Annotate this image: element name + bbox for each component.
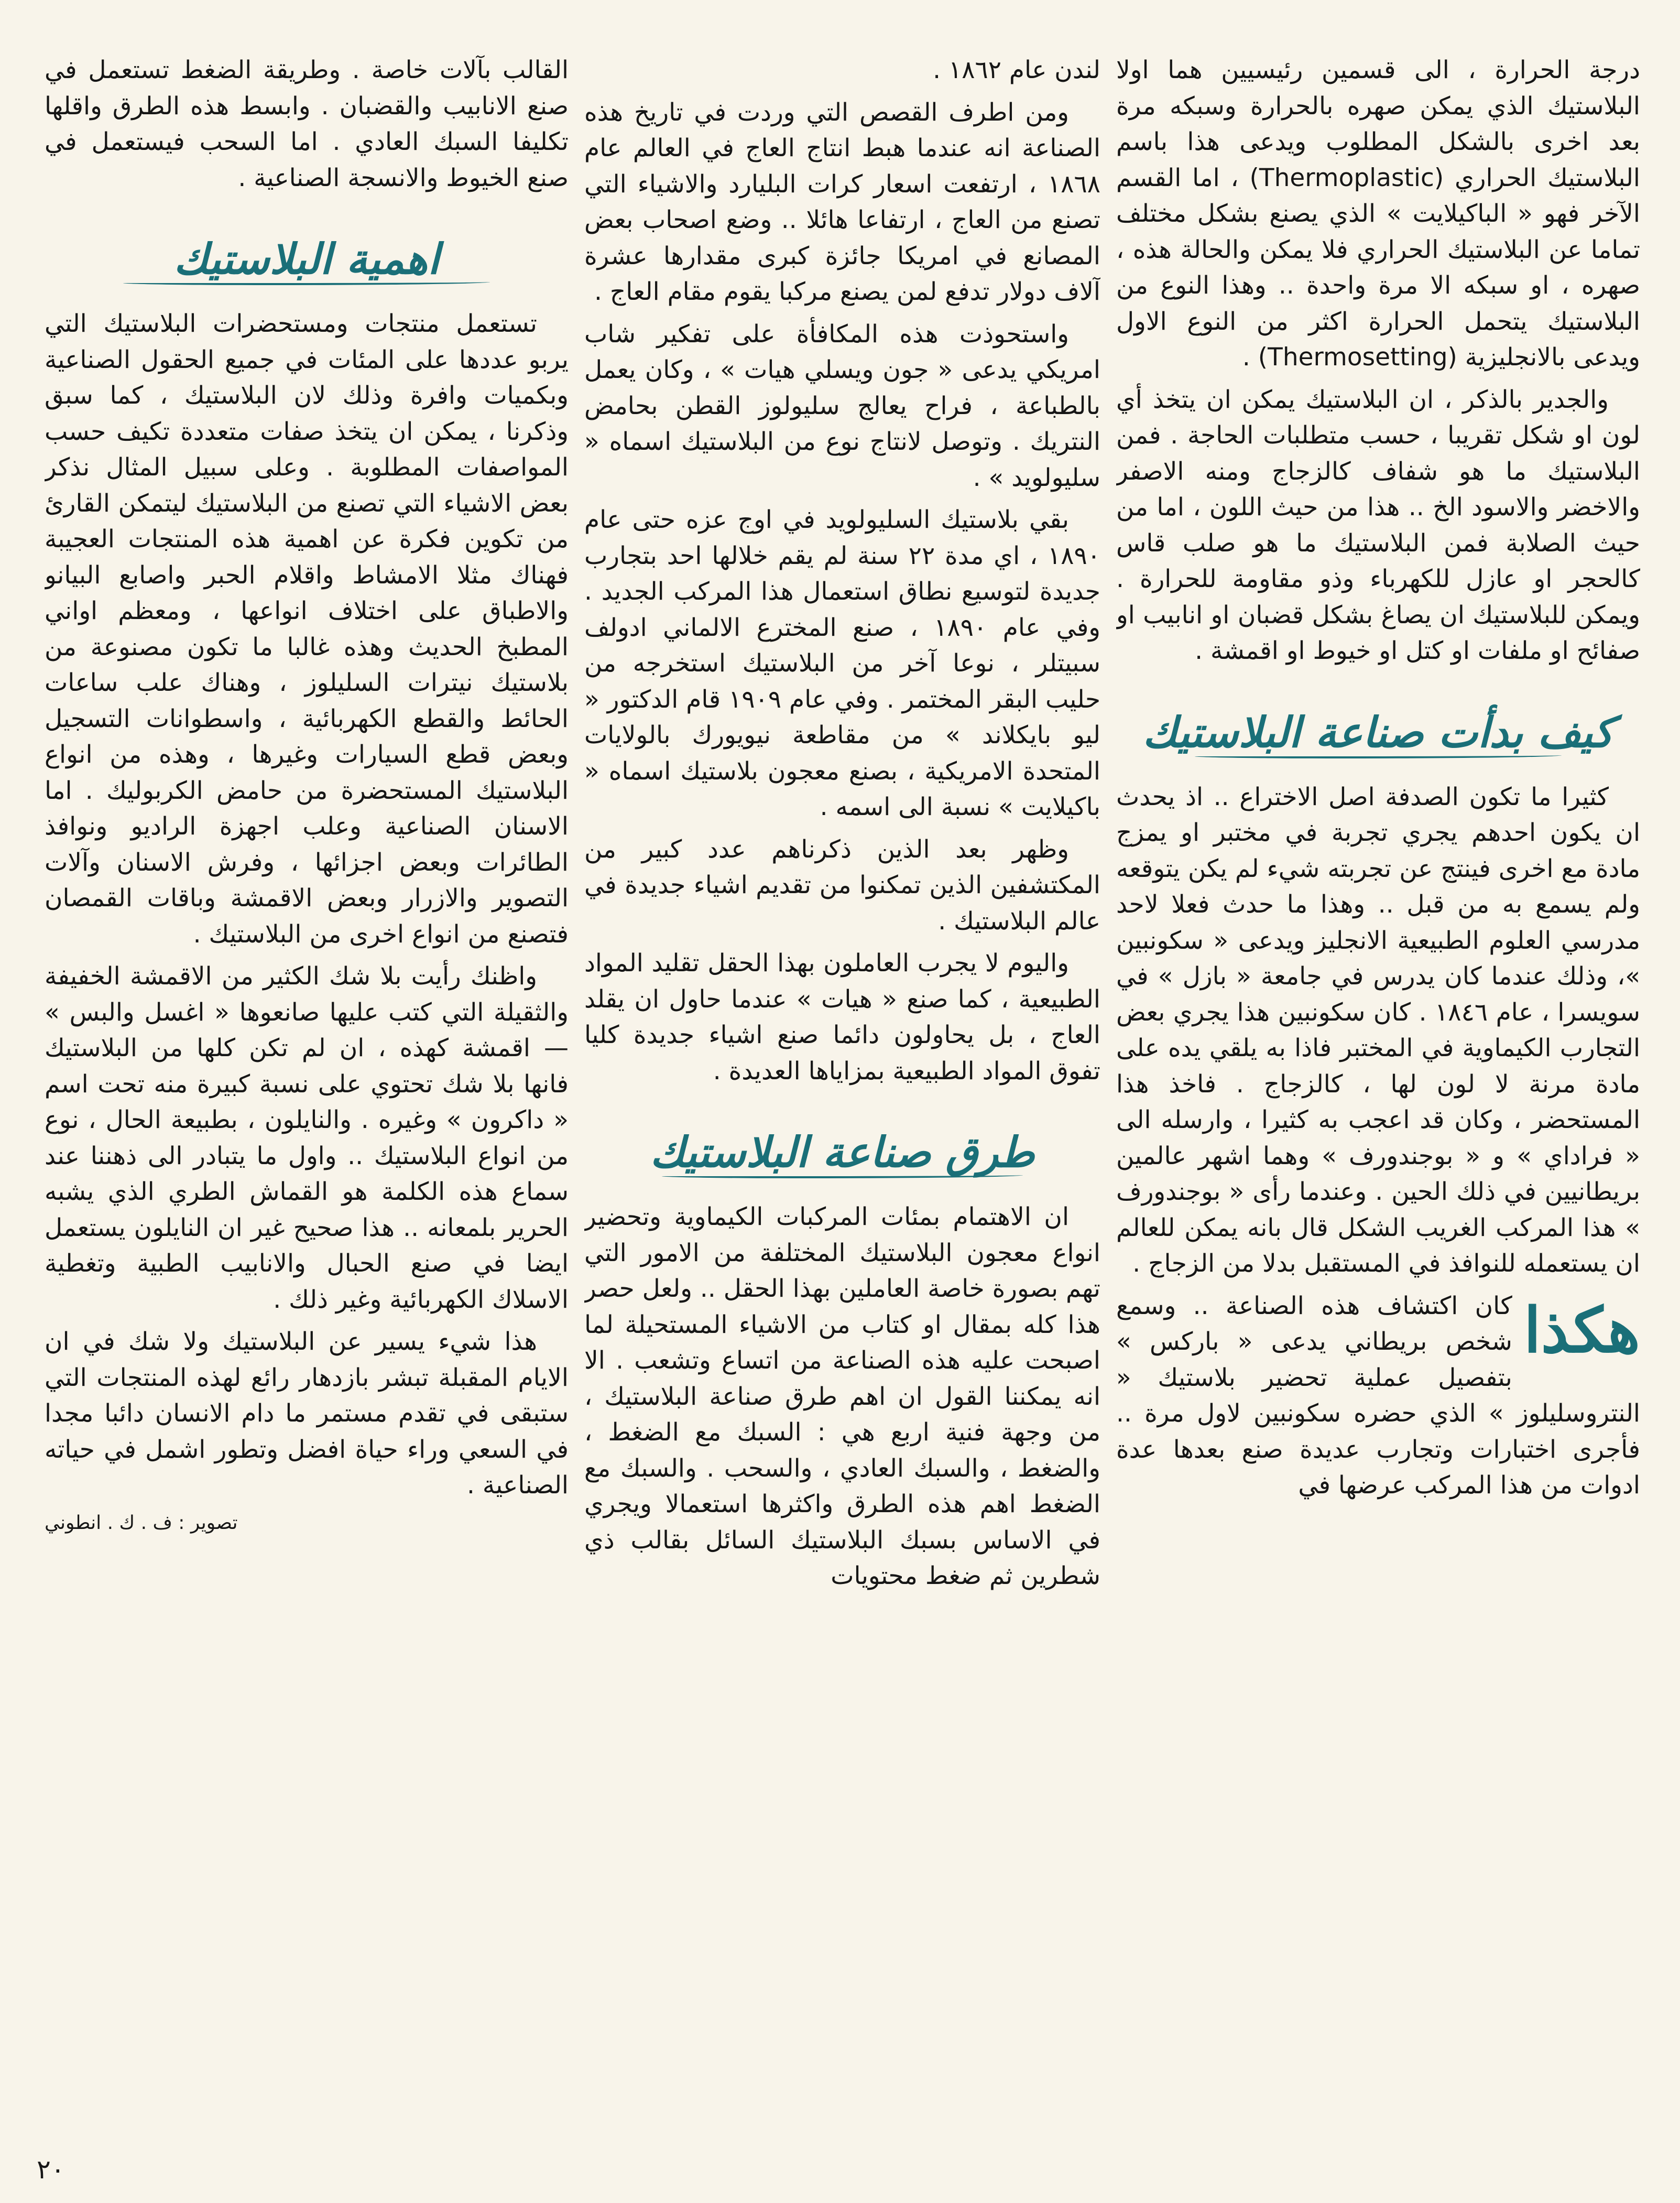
dropcap: هكذا	[1523, 1293, 1640, 1366]
paragraph: هذا شيء يسير عن البلاستيك ولا شك في ان الايام المقبلة تبشر بازدهار رائع لهذه المنتجات التي ستبقى في تقدم مستمر ما دام الانسان دائبا مجدا في السعي وراء حياة افضل وتطور اشمل في حياته الصناعية .	[45, 1327, 569, 1500]
paragraph-with-dropcap	[1116, 1288, 1640, 1504]
heading-text: كيف بدأت صناعة البلاستيك	[1142, 707, 1614, 757]
photo-credit: تصوير : ف . ك . انطوني	[45, 1512, 238, 1534]
paragraph: القالب بآلات خاصة . وطريقة الضغط تستعمل في صنع الانابيب والقضبان . وابسط هذه الطرق واقلها تكليفا السبك العادي . اما السحب فيستعمل في صنع الخيوط والانسجة الصناعية .	[45, 56, 569, 192]
paragraph: والجدير بالذكر ، ان البلاستيك يمكن ان يتخذ أي لون او شكل تقريبا ، حسب متطلبات الحاجة . فمن البلاستيك ما هو شفاف كالزجاج ومنه الاصفر والاخضر والاسود الخ .. هذا من حيث اللون ، اما من حيث الصلابة فمن البلاستيك ما هو صلب قاس كالحجر او عازل للكهرباء وذو مقاومة للحرارة . ويمكن للبلاستيك ان يصاغ بشكل قضبان او انابيب او صفائح او ملفات او كتل او خيوط او اقمشة .	[1116, 385, 1640, 665]
paragraph: تستعمل منتجات ومستحضرات البلاستيك التي يربو عددها على المئات في جميع الحقول الصناعية وبكميات وافرة وذلك لان البلاستيك ، كما سبق وذكرنا ، يمكن ان يتخذ صفات متعددة تكيف حسب المواصفات المطلوبة . وعلى سبيل المثال نذكر بعض الاشياء التي تصنع من البلاستيك ليتمكن القارئ من تكوين فكرة عن اهمية هذه المنتجات العجيبة فهناك مثلا الامشاط واقلام الحبر واصابع البيانو والاطباق على اختلاف انواعها ، ومعظم اواني المطبخ الحديث وهذه غالبا ما تكون مصنوعة من بلاستيك نيترات السليلوز ، وهناك علب ساعات الحائط والقطع الكهربائية ، واسطوانات التسجيل وبعض قطع السيارات وغيرها ، وهذه من انواع البلاستيك المستحضرة من حامض الكربوليك . اما الاسنان الصناعية وعلب اجهزة الراديو ونوافذ الطائرات وبعض اجزائها ، وفرش الاسنان وآلات التصوير والازرار وبعض الاقمشة وباقات القمصان فتصنع من انواع اخرى من البلاستيك .	[45, 309, 569, 949]
paragraph: واظنك رأيت بلا شك الكثير من الاقمشة الخفيفة والثقيلة التي كتب عليها صانعوها « اغسل والبس » — اقمشة كهذه ، ان لم تكن كلها من البلاستيك فانها بلا شك تحتوي على نسبة كبيرة منه تحت اسم « داكرون » وغيره . والنايلون ، بطبيعة الحال ، نوع من انواع البلاستيك .. واول ما يتبادر الى ذهننا عند سماع هذه الكلمة هو القماش الطري الذي يشبه الحرير بلمعانه .. هذا صحيح غير ان النايلون يستعمل ايضا في صنع الحبال والانابيب الطبية وتغطية الاسلاك الكهربائية وغير ذلك .	[45, 962, 569, 1314]
section-heading	[584, 1126, 1100, 1178]
paragraph: لندن عام ١٨٦٢ .	[933, 56, 1100, 84]
paragraph: بقي بلاستيك السليولويد في اوج عزه حتى عام ١٨٩٠ ، اي مدة ٢٢ سنة لم يقم خلالها احد بتجارب جديدة لتوسيع نطاق استعمال هذا المركب الجديد . وفي عام ١٨٩٠ ، صنع المخترع الالماني ادولف سبيتلر ، نوعا آخر من البلاستيك استخرجه من حليب البقر المختمر . وفي عام ١٩٠٩ قام الدكتور « ليو بايكلاند » من مقاطعة نيويورك بالولايات المتحدة الامريكية ، بصنع معجون بلاستيك اسماه « باكيلايت » نسبة الى اسمه .	[584, 505, 1100, 821]
heading-text: اهمية البلاستيك	[173, 234, 440, 284]
column-middle	[584, 52, 1100, 2128]
paragraph: وظهر بعد الذين ذكرناهم عدد كبير من المكتشفين الذين تمكنوا من تقديم اشياء جديدة في عالم البلاستيك .	[584, 834, 1100, 936]
column-left	[45, 52, 569, 2128]
page-number: ٢٠	[37, 2154, 65, 2185]
heading-text: طرق صناعة البلاستيك	[650, 1127, 1035, 1177]
paragraph: درجة الحرارة ، الى قسمين رئيسيين هما اولا البلاستيك الذي يمكن صهره بالحرارة وسبكه مرة بعد اخرى بالشكل المطلوب ويدعى هذا باسم البلاستيك الحراري (Thermoplastic) ، اما القسم الآخر فهو « الباكيلايت » الذي يصنع بشكل مختلف تماما عن البلاستيك الحراري فلا يمكن والحالة هذه ، صهره ، او سبكه الا مرة واحدة .. وهذا النوع من البلاستيك يتحمل الحرارة اكثر من النوع الاول ويدعى بالانجليزية (Thermosetting) .	[1116, 56, 1640, 372]
section-heading	[1116, 706, 1640, 758]
paragraph: ومن اطرف القصص التي وردت في تاريخ هذه الصناعة انه عندما هبط انتاج العاج في العالم عام ١٨٦٨ ، ارتفعت اسعار كرات البليارد والاشياء التي تصنع من العاج ، ارتفاعا هائلا .. وضع اصحاب بعض المصانع في امريكا جائزة كبرى مقدارها عشرة آلاف دولار تدفع لمن يصنع مركبا يقوم مقام العاج .	[584, 97, 1100, 306]
section-heading	[45, 233, 569, 285]
paragraph: واليوم لا يجرب العاملون بهذا الحقل تقليد المواد الطبيعية ، كما صنع « هيات » عندما حاول ان يقلد العاج ، بل يحاولون دائما صنع اشياء جديدة كليا تفوق المواد الطبيعية بمزاياها العديدة .	[584, 949, 1100, 1086]
column-right	[1116, 52, 1640, 2128]
paragraph: كثيرا ما تكون الصدفة اصل الاختراع .. اذ يحدث ان يكون احدهم يجري تجربة في مختبر او يمزج مادة مع اخرى فينتج عن تجربته شيء لم يكن يتوقعه ولم يسمع به من قبل .. وهذا ما حدث فعلا لاحد مدرسي العلوم الطبيعية الانجليز ويدعى « سكونبين »، وذلك عندما كان يدرس في جامعة « بازل » في سويسرا ، عام ١٨٤٦ . كان سكونبين هذا يجري بعض التجارب الكيماوية في المختبر فاذا به يلقي يده على مادة مرنة لا لون لها ، كالزجاج . فاخذ هذا المستحضر ، وكان قد اعجب به كثيرا ، وارسله الى « فراداي » و « بوجندورف » وهما اشهر عالمين بريطانيين في ذلك الحين . وعندما رأى « بوجندورف » هذا المركب الغريب الشكل قال بانه يمكن للعالم ان يستعمله للنوافذ في المستقبل بدلا من الزجاج .	[1116, 782, 1640, 1278]
paragraph: واستحوذت هذه المكافأة على تفكير شاب امريكي يدعى « جون ويسلي هيات » ، وكان يعمل بالطباعة ، فراح يعالج سليولوز القطن بحامض النتريك . وتوصل لانتاج نوع من البلاستيك اسماه « سليولويد » .	[584, 319, 1100, 492]
paragraph-text: كان اكتشاف هذه الصناعة .. وسمع شخص بريطاني يدعى « باركس » بتفصيل عملية تحضير بلاستيك « النتروسليلوز » الذي حضره سكونبين لاول مرة .. فأجرى اختبارات وتجارب عديدة صنع بعدها عدة ادوات من هذا المركب عرضها في	[1116, 1291, 1640, 1500]
paragraph: ان الاهتمام بمئات المركبات الكيماوية وتحضير انواع معجون البلاستيك المختلفة من الامور التي تهم بصورة خاصة العاملين بهذا الحقل .. ولعل حصر هذا كله بمقال او كتاب من الاشياء المستحيلة لما اصبحت عليه هذه الصناعة من اتساع وتشعب . الا انه يمكننا القول ان اهم طرق صناعة البلاستيك ، من وجهة فنية اربع هي : السبك مع الضغط ، والضغط ، والسبك العادي ، والسحب . والسبك مع الضغط اهم هذه الطرق واكثرها استعمالا ويجري في الاساس بسبك البلاستيك السائل بقالب ذي شطرين ثم ضغط محتويات	[584, 1202, 1100, 1590]
